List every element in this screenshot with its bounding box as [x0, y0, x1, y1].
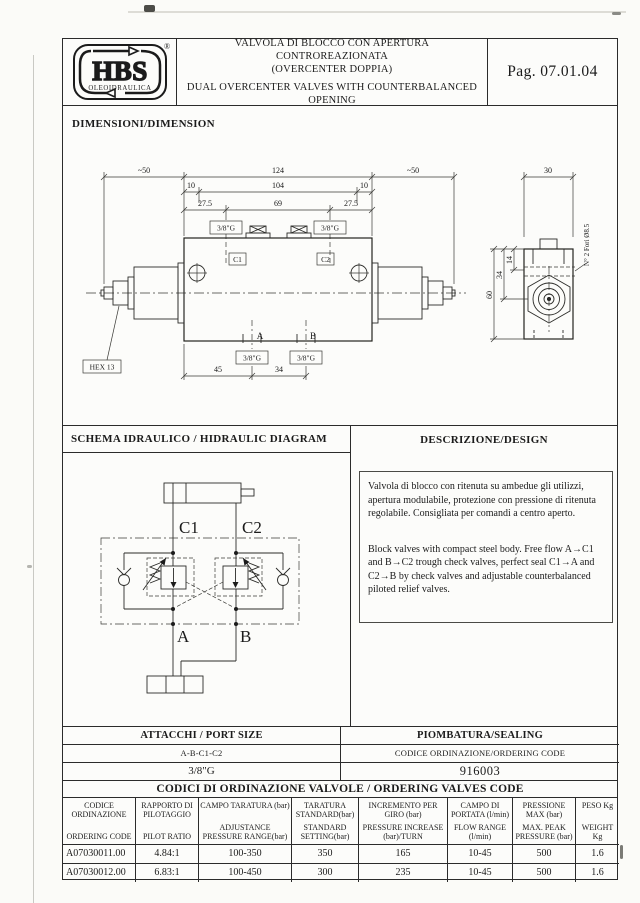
- junction-dots: [171, 551, 238, 626]
- header-it: PESO Kg: [581, 801, 614, 810]
- cylinder-symbol: [164, 483, 254, 503]
- dim-label: 34: [495, 271, 504, 279]
- port-size-row: A-B-C1-C2: [63, 745, 341, 763]
- description-box: [359, 471, 613, 623]
- table-cell: 100-450: [199, 864, 292, 883]
- bottom-ports: [236, 320, 322, 364]
- middle-row: [63, 426, 617, 727]
- header-en: FLOW RANGE (l/min): [453, 823, 507, 841]
- schema-c1-label: C1: [179, 518, 199, 537]
- dim-label: ~50: [137, 166, 151, 175]
- hex-callout: [83, 306, 121, 373]
- sheet-frame: [62, 38, 618, 880]
- column-header: [292, 798, 359, 845]
- column-header: [448, 798, 513, 845]
- valve-side-view: [485, 166, 591, 342]
- column-header: [359, 798, 448, 845]
- table-cell: 1.6: [591, 867, 604, 879]
- valve-body-front-view: [86, 223, 466, 341]
- description-italian: Valvola di blocco con ritenuta su ambedue gli utilizzi, apertura modulabile, protezione con pressione di ritenuta regolabile. Consigliata per comandi a centro aperto.: [368, 481, 596, 519]
- ordering-codes-title: CODICI DI ORDINAZIONE VALVOLE / ORDERING VALVES CODE: [63, 781, 617, 798]
- header-en: MAX. PEAK PRESSURE (bar): [515, 823, 573, 841]
- document-title: [177, 39, 488, 105]
- header-it: CODICE ORDINAZIONE: [71, 801, 127, 819]
- table-cell: A07030012.00: [63, 864, 136, 883]
- dim-label: 10: [360, 181, 368, 190]
- table-cell: 4.84:1: [136, 845, 199, 864]
- table-cell: 300: [292, 864, 359, 883]
- header-en: PILOT RATIO: [142, 832, 192, 841]
- title-italian: [181, 37, 483, 76]
- dim-label: 27.5: [344, 199, 358, 208]
- registered-mark: ®: [163, 42, 171, 51]
- schema-heading: SCHEMA IDRAULICO / HIDRAULIC DIAGRAM: [71, 433, 327, 445]
- port-c1-label: C1: [233, 255, 242, 264]
- schema-c2-label: C2: [242, 518, 262, 537]
- thread-label: 3/8"G: [216, 223, 236, 233]
- hydraulic-diagram-panel: [63, 426, 351, 726]
- header-it: CAMPO TARATURA (bar): [200, 801, 290, 810]
- logo-text: HBS: [92, 56, 148, 86]
- counterbalance-valve-left: [143, 558, 194, 596]
- column-header: [63, 798, 136, 845]
- header-it: PRESSIONE MAX (bar): [522, 801, 566, 819]
- port-b-label: B: [309, 331, 317, 341]
- schema-b-label: B: [240, 627, 252, 646]
- description-heading: DESCRIZIONE/DESIGN: [420, 433, 548, 446]
- pilot-cross-lines: [176, 582, 233, 607]
- thread-label: 3/8"G: [320, 223, 340, 233]
- dim-label: 104: [272, 181, 284, 190]
- dim-label: 69: [274, 199, 282, 208]
- description-english: Block valves with compact steel body. Free flow A→C1 and B→C2 trough check valves, perfect seal C1→A and C2→B by check valves and adjustable counterbalanced piloted relief valves.: [368, 543, 595, 595]
- valve-envelope: [101, 538, 299, 624]
- header-en: ADJUSTANCE PRESSURE RANGE(bar): [202, 823, 288, 841]
- scan-speck: [620, 845, 623, 859]
- dim-label: 60: [485, 291, 494, 299]
- dim-label: 30: [544, 166, 552, 175]
- table-cell: 10-45: [448, 845, 513, 864]
- header-it: RAPPORTO DI PILOTAGGIO: [141, 801, 193, 819]
- table-cell: 10-45: [448, 864, 513, 883]
- dim-row-69: [181, 199, 375, 220]
- holes-label: N° 2 Fori Ø8.5: [583, 223, 591, 266]
- title-en-line1: DUAL OVERCENTER VALVES WITH COUNTERBALANCED: [186, 82, 478, 93]
- dim-label: 124: [272, 166, 284, 175]
- column-header: [513, 798, 576, 845]
- hbs-logo-graphic: [63, 39, 177, 105]
- counterbalance-valve-right: [215, 558, 266, 596]
- sealing-code-label: CODICE ORDINAZIONE/ORDERING CODE: [341, 745, 619, 763]
- title-it-line2: (OVERCENTER DOPPIA): [271, 64, 393, 75]
- table-cell: 6.83:1: [136, 864, 199, 883]
- page-number: Pag. 07.01.04: [507, 63, 598, 80]
- title-it-line1: VALVOLA DI BLOCCO CON APERTURA CONTROREAZIONATA: [234, 38, 430, 62]
- dim-label: 10: [187, 181, 195, 190]
- column-header: [136, 798, 199, 845]
- schema-a-label: A: [177, 627, 190, 646]
- title-english: [181, 81, 483, 107]
- port-size-table: [63, 727, 617, 781]
- sealing-header: PIOMBATURA/SEALING: [341, 727, 619, 745]
- dimensions-heading: DIMENSIONI/DIMENSION: [72, 118, 215, 130]
- port-a-label: A: [256, 331, 264, 341]
- header-en: STANDARD SETTING(bar): [300, 823, 350, 841]
- port-size-value: 3/8"G: [63, 763, 341, 781]
- thread-label: 3/8"G: [296, 353, 316, 363]
- header-en: ORDERING CODE: [66, 832, 132, 841]
- table-cell: 100-350: [199, 845, 292, 864]
- dim-label: 14: [505, 256, 514, 264]
- column-header: [199, 798, 292, 845]
- scan-top-streak: [128, 11, 626, 13]
- scan-speck: [27, 565, 32, 568]
- port-size-header: ATTACCHI / PORT SIZE: [63, 727, 341, 745]
- header: [63, 39, 617, 106]
- hydraulic-diagram: [63, 456, 351, 727]
- scan-left-edge: [33, 55, 34, 903]
- dim-label: 45: [214, 365, 222, 374]
- ordering-codes-table: [63, 798, 617, 882]
- port-c2-label: C2: [321, 255, 330, 264]
- directional-valve-block: [147, 676, 203, 693]
- dim-label: 34: [275, 365, 283, 374]
- table-cell: A07030011.00: [63, 845, 136, 864]
- header-en: PRESSURE INCREASE (bar)/TURN: [362, 823, 444, 841]
- description-panel: [351, 426, 617, 726]
- column-header: [576, 798, 619, 845]
- dim-label: ~50: [406, 166, 420, 175]
- dim-label: 27.5: [198, 199, 212, 208]
- table-cell: 165: [359, 845, 448, 864]
- header-en: WEIGHT Kg: [581, 823, 614, 841]
- table-cell: 350: [292, 845, 359, 864]
- hex-label: HEX 13: [89, 362, 115, 372]
- thread-label: 3/8"G: [242, 353, 262, 363]
- table-cell: 500: [513, 845, 576, 864]
- scan-speck: [144, 5, 155, 12]
- dimension-drawing: [63, 106, 619, 426]
- header-it: INCREMENTO PER GIRO (bar): [368, 801, 438, 819]
- logo-subtext: OLEOIDRAULICA: [88, 85, 152, 92]
- title-en-line2: OPENING: [308, 95, 356, 106]
- dimensions-section: [63, 106, 617, 426]
- sealing-code-value: 916003: [459, 763, 501, 778]
- table-cell: 235: [359, 864, 448, 883]
- header-it: CAMPO DI PORTATA (l/min): [450, 801, 510, 819]
- brand-logo: [63, 39, 177, 105]
- scan-speck: [612, 12, 621, 15]
- table-cell: 500: [513, 864, 576, 883]
- header-it: TARATURA STANDARD(bar): [295, 801, 355, 819]
- table-cell: 1.6: [576, 845, 619, 864]
